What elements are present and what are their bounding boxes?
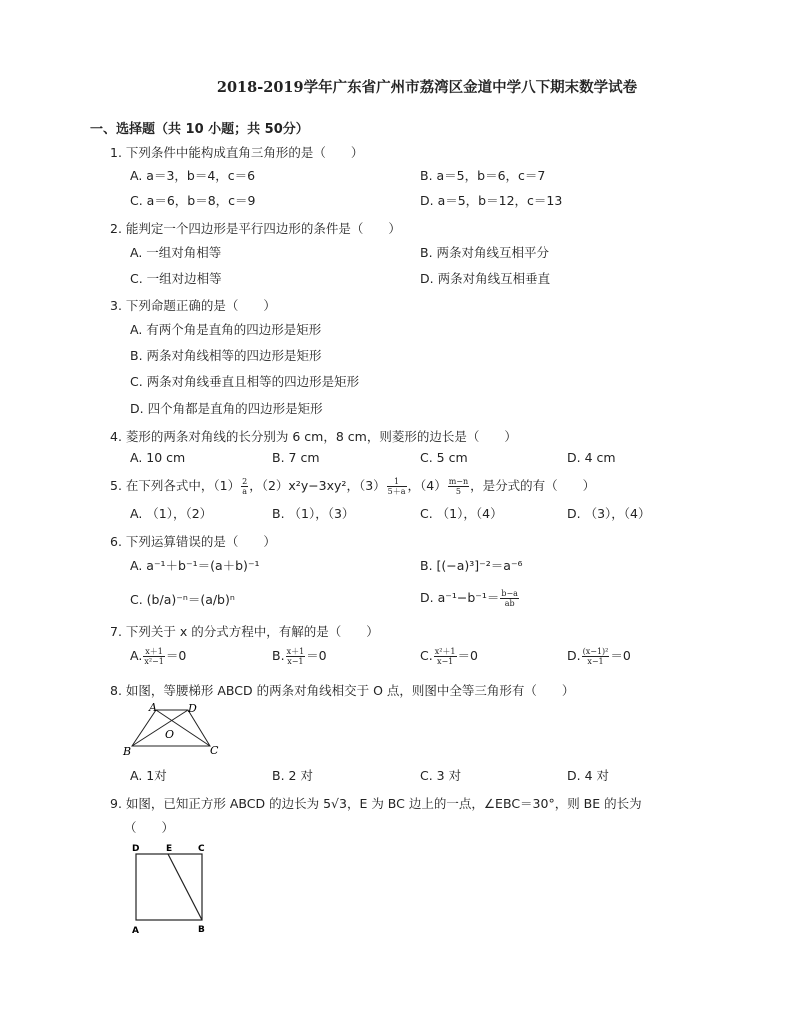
q8-stem: 8. 如图，等腰梯形 ABCD 的两条对角线相交于 O 点，则图中全等三角形有（ ） <box>110 683 575 698</box>
q6-d-den: ab <box>504 599 515 608</box>
q5-fraction-1 <box>241 477 248 496</box>
q7-b-eq: ＝0 <box>306 648 327 663</box>
q7-d-fraction <box>582 647 610 666</box>
q8-label-a: A <box>149 701 157 714</box>
q7-stem: 7. 下列关于 x 的分式方程中，有解的是（ ） <box>110 624 379 639</box>
q9-label-e: E <box>166 844 173 854</box>
q5-f1-den: a <box>242 487 248 496</box>
q8-label-c: C <box>210 744 219 757</box>
q8-diagonal-bd <box>132 710 188 746</box>
q6-option-a[interactable]: A. a⁻¹＋b⁻¹＝(a＋b)⁻¹ <box>130 558 260 573</box>
q3-option-a[interactable]: A. 有两个角是直角的四边形是矩形 <box>130 322 322 337</box>
q5-f3-num: 1 <box>387 477 407 487</box>
q6-option-b[interactable]: B. [(−a)³]⁻²＝a⁻⁶ <box>420 558 523 573</box>
q4-option-a[interactable]: A. 10 cm <box>130 450 186 465</box>
q7-b-num: x＋1 <box>286 647 305 656</box>
q8-option-c[interactable]: C. 3 对 <box>420 768 462 783</box>
q6-d-num: b−a <box>501 589 518 598</box>
q6-option-c[interactable]: C. (b/a)⁻ⁿ＝(a/b)ⁿ <box>130 592 235 607</box>
q7-c-label: C. <box>420 648 433 663</box>
q8-option-a[interactable]: A. 1对 <box>130 768 167 783</box>
q5-stem <box>110 476 595 496</box>
q8-option-b[interactable]: B. 2 对 <box>272 768 313 783</box>
q7-d-label: D. <box>567 648 581 663</box>
q4-stem: 4. 菱形的两条对角线的长分别为 6 cm，8 cm，则菱形的边长是（ ） <box>110 429 517 444</box>
q8-label-b: B <box>123 745 132 758</box>
q4-option-c[interactable]: C. 5 cm <box>420 450 468 465</box>
q5-option-b[interactable]: B. （1），（3） <box>272 506 355 521</box>
q3-stem: 3. 下列命题正确的是（ ） <box>110 298 276 313</box>
q5-tail: ，是分式的有（ ） <box>470 478 596 493</box>
q1-option-b[interactable]: B. a＝5，b＝6，c＝7 <box>420 168 546 183</box>
q6-d-fraction <box>500 589 519 608</box>
q7-c-fraction <box>434 647 457 666</box>
q5-lead: 5. 在下列各式中，（1） <box>110 478 241 493</box>
q9-label-b: B <box>198 925 205 935</box>
q1-stem: 1. 下列条件中能构成直角三角形的是（ ） <box>110 145 364 160</box>
q7-a-fraction <box>143 647 165 666</box>
q7-b-label: B. <box>272 648 285 663</box>
q9-label-d: D <box>132 844 140 854</box>
q7-a-eq: ＝0 <box>165 648 187 663</box>
q8-label-d: D <box>188 702 197 715</box>
q8-trapezoid-figure <box>118 700 228 760</box>
q5-option-c[interactable]: C. （1），（4） <box>420 506 503 521</box>
q6-stem: 6. 下列运算错误的是（ ） <box>110 534 276 549</box>
q7-a-label: A. <box>130 648 143 663</box>
q7-option-a[interactable] <box>130 646 186 666</box>
q7-b-fraction <box>286 647 306 666</box>
q2-option-d[interactable]: D. 两条对角线互相垂直 <box>420 271 551 286</box>
q9-label-a: A <box>132 926 139 936</box>
q5-part2: ，（2）x²y−3xy²，（3） <box>249 478 386 493</box>
q7-a-num: x＋1 <box>145 647 163 656</box>
q7-c-den: x−1 <box>436 657 454 666</box>
q7-option-c[interactable] <box>420 646 478 666</box>
q7-option-d[interactable] <box>567 646 631 666</box>
q5-f1-num: 2 <box>242 477 248 486</box>
q9-stem-paren: （ ） <box>124 820 175 835</box>
q5-f4-den: 5 <box>455 487 461 496</box>
q1-option-c[interactable]: C. a＝6，b＝8，c＝9 <box>130 193 256 208</box>
q7-c-num: x²＋1 <box>434 647 456 656</box>
q7-option-b[interactable] <box>272 646 327 666</box>
page-title: 2018-2019学年广东省广州市荔湾区金道中学八下期末数学试卷 <box>216 79 638 96</box>
q2-stem: 2. 能判定一个四边形是平行四边形的条件是（ ） <box>110 221 401 236</box>
q3-option-d[interactable]: D. 四个角都是直角的四边形是矩形 <box>130 401 323 416</box>
q9-square <box>136 854 202 920</box>
q9-square-figure <box>124 838 224 938</box>
q1-option-a[interactable]: A. a＝3，b＝4，c＝6 <box>130 168 256 183</box>
section-heading: 一、选择题（共 10 小题；共 50分） <box>90 122 309 137</box>
q7-d-den: x−1 <box>587 657 604 666</box>
q3-option-b[interactable]: B. 两条对角线相等的四边形是矩形 <box>130 348 322 363</box>
q6-d-text: D. a⁻¹−b⁻¹＝ <box>420 590 500 605</box>
q7-c-eq: ＝0 <box>457 648 478 663</box>
q4-option-d[interactable]: D. 4 cm <box>567 450 616 465</box>
q9-stem: 9. 如图，已知正方形 ABCD 的边长为 5√3，E 为 BC 边上的一点，∠EBC＝30°，则 BE 的长为 <box>110 796 642 811</box>
q8-label-o: O <box>165 728 175 741</box>
q5-fraction-3 <box>387 477 407 496</box>
q3-option-c[interactable]: C. 两条对角线垂直且相等的四边形是矩形 <box>130 374 360 389</box>
q1-option-d[interactable]: D. a＝5，b＝12，c＝13 <box>420 193 563 208</box>
q7-d-eq: ＝0 <box>610 648 631 663</box>
q7-a-den: x²−1 <box>144 657 164 666</box>
q5-part3: ，（4） <box>407 478 447 493</box>
q8-option-d[interactable]: D. 4 对 <box>567 768 609 783</box>
q4-option-b[interactable]: B. 7 cm <box>272 450 320 465</box>
q5-f3-den: 5＋a <box>387 487 406 496</box>
q2-option-a[interactable]: A. 一组对角相等 <box>130 245 222 260</box>
q5-option-a[interactable]: A. （1），（2） <box>130 506 213 521</box>
q6-option-d[interactable] <box>420 588 520 608</box>
q7-b-den: x−1 <box>287 657 304 666</box>
q9-label-c: C <box>198 844 205 854</box>
q9-segment-be <box>168 854 202 920</box>
q7-d-num: (x−1)² <box>582 647 609 656</box>
q5-f4-num: m−n <box>448 477 469 486</box>
q5-option-d[interactable]: D. （3），（4） <box>567 506 651 521</box>
q2-option-c[interactable]: C. 一组对边相等 <box>130 271 222 286</box>
q2-option-b[interactable]: B. 两条对角线互相平分 <box>420 245 550 260</box>
q5-fraction-4 <box>448 477 469 496</box>
